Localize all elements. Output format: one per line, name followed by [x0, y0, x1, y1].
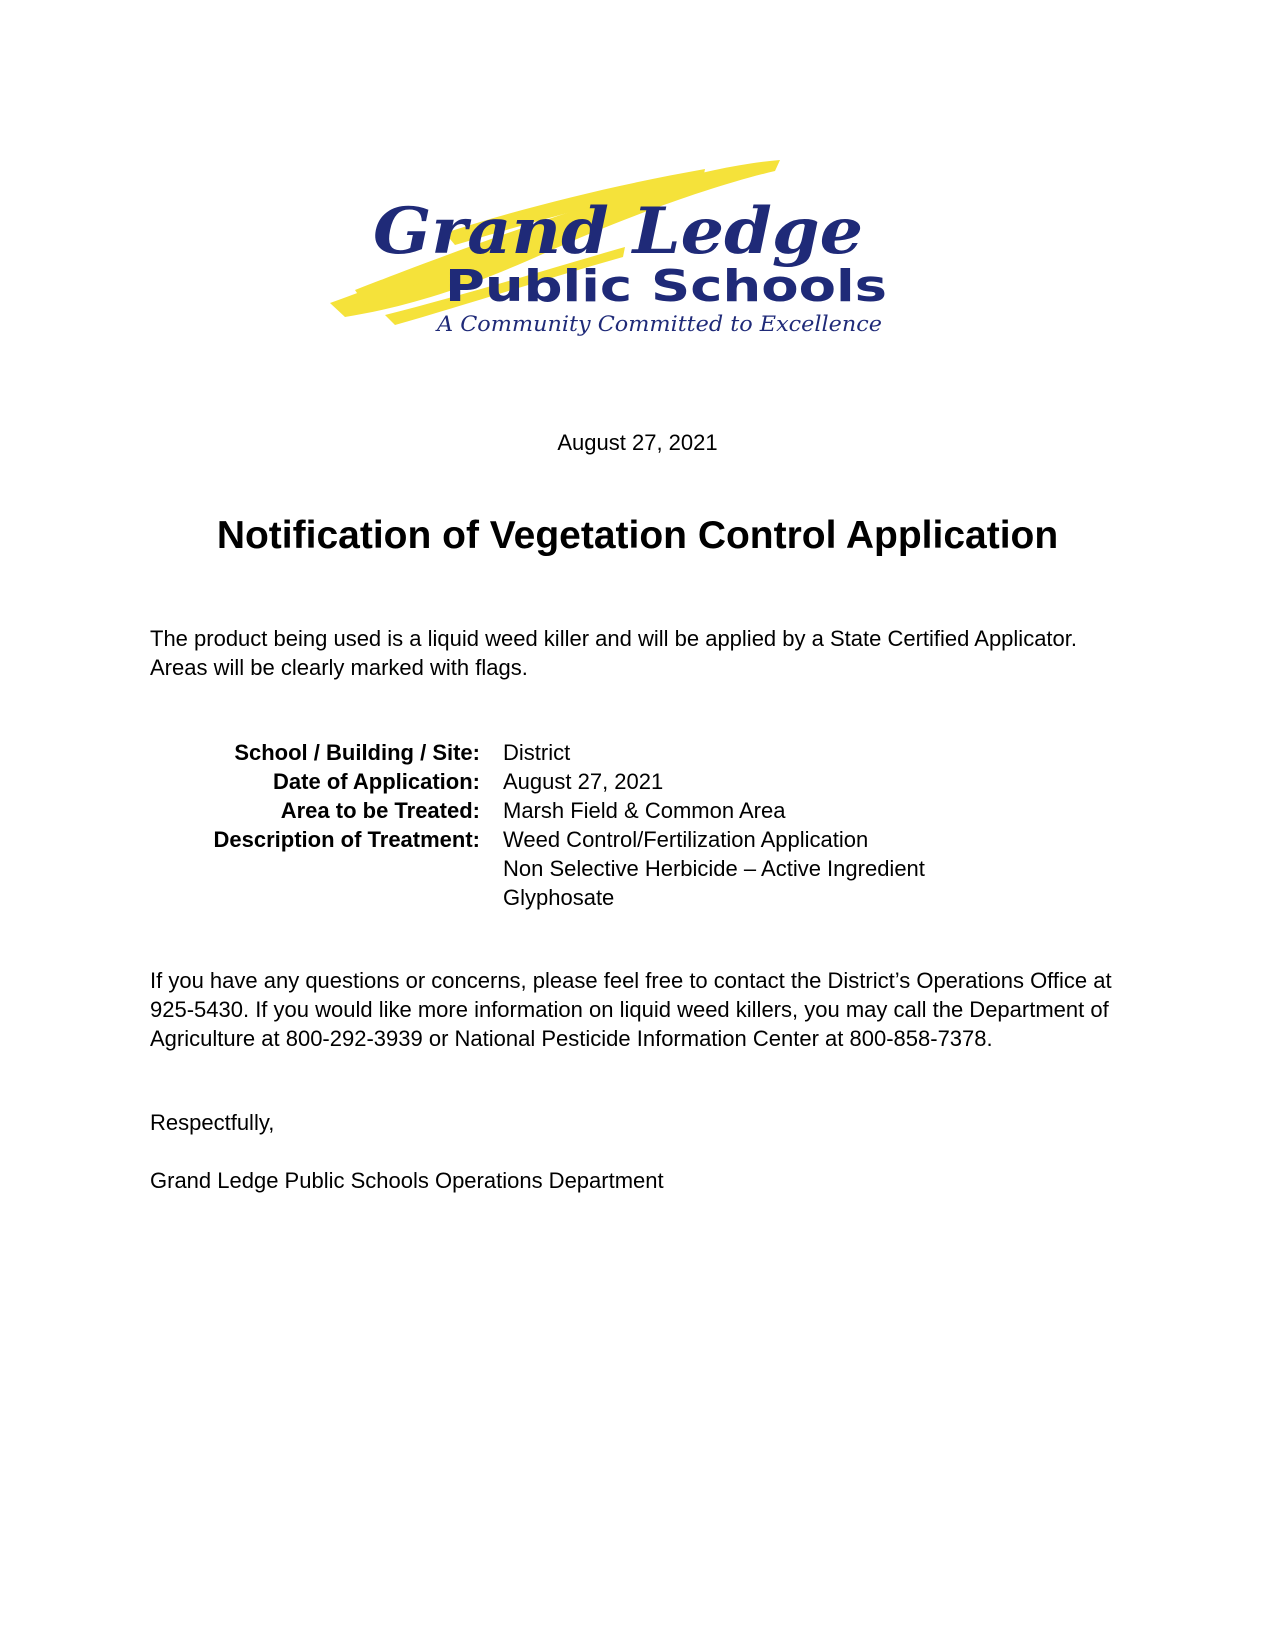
detail-label: Area to be Treated: [280, 798, 480, 823]
logo-line1: Grand Ledge [373, 194, 863, 269]
detail-value: Marsh Field & Common Area [503, 798, 786, 823]
detail-value: District [503, 740, 571, 765]
contact-paragraph: If you have any questions or concerns, please feel free to contact the District’s Operations Office at 925-5430. If you would like more information on liquid weed killers, you may call the Department of Agriculture at 800-292-3939 or National Pesticide Information Center at 800-858-7378. [150, 968, 1112, 1051]
detail-label: Description of Treatment: [213, 827, 480, 852]
letter-date: August 27, 2021 [557, 430, 718, 455]
district-logo [325, 155, 945, 365]
detail-row-area [150, 796, 1150, 825]
detail-row-date [150, 767, 1150, 796]
detail-value: August 27, 2021 [503, 769, 664, 794]
page-title: Notification of Vegetation Control Application [216, 514, 1059, 557]
application-details [150, 738, 1150, 912]
detail-label: Date of Application: [273, 769, 480, 794]
detail-label [150, 854, 503, 883]
detail-label: School / Building / Site: [234, 740, 480, 765]
detail-row-description [150, 825, 1150, 854]
intro-paragraph: The product being used is a liquid weed killer and will be applied by a State Certified Applicator. Areas will be clearly marked with flags. [150, 626, 1077, 680]
detail-row-description-cont [150, 854, 1150, 883]
detail-label [150, 883, 503, 912]
detail-value: Non Selective Herbicide – Active Ingredient [503, 856, 925, 881]
detail-value: Weed Control/Fertilization Application [503, 827, 869, 852]
detail-row-description-cont [150, 883, 1150, 912]
logo-tagline: A Community Committed to Excellence [434, 312, 882, 336]
detail-value: Glyphosate [503, 885, 615, 910]
closing-salutation: Respectfully, [150, 1110, 275, 1135]
signature-line: Grand Ledge Public Schools Operations Department [150, 1168, 664, 1193]
detail-row-site [150, 738, 1150, 767]
logo-line2: Public Schools [445, 261, 887, 312]
